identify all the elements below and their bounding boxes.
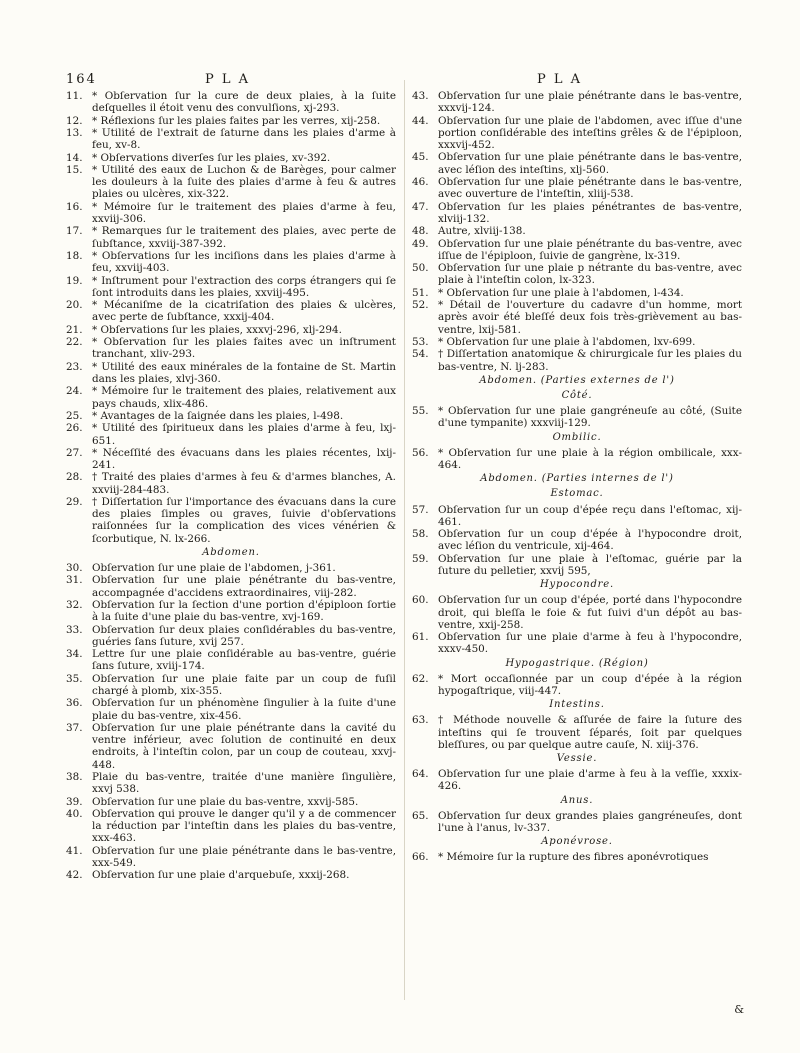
entry-number: 63.: [412, 714, 429, 727]
entry-number: 23.: [66, 360, 83, 373]
index-entry: [66, 796, 396, 808]
index-entry: [412, 225, 742, 237]
section-heading: Aponévrose.: [541, 836, 613, 848]
section-heading: Hypocondre.: [540, 579, 614, 591]
index-entry: [66, 410, 396, 422]
entry-text: † Diſſertation ſur l'importance des évacuans dans la cure des plaies ſimples ou graves, ſuivie d'obſervations raiſonnées ſur la complication des vices vénérien & ſcorbutique, N. lx-266.: [92, 496, 396, 545]
entry-number: 55.: [412, 405, 429, 418]
entry-number: 12.: [66, 114, 83, 127]
entry-text: * Mort occaſionnée par un coup d'épée à la région hypogaſtrique, viij-447.: [438, 672, 742, 697]
entry-text: † Traité des plaies d'armes à feu & d'armes blanches, A. xxviij-284-483.: [92, 471, 396, 496]
index-entry: [66, 250, 396, 274]
entry-text: * Obſervation ſur une plaie à l'abdomen, lxv-699.: [438, 335, 696, 348]
entry-text: † Méthode nouvelle & aſſurée de faire la ſuture des inteſtins qui ſe trouvent ſéparés, ſoit par quelques bleſſures, ou par quelque autre cauſe, N. xiij-376.: [438, 714, 742, 751]
entry-text: * Remarques ſur le traitement des plaies, avec perte de ſubſtance, xxviij-387-392.: [92, 225, 396, 250]
entry-text: Obſervation ſur une plaie de l'abdomen, j-361.: [92, 562, 336, 575]
index-entry: [412, 176, 742, 200]
index-entry: [66, 771, 396, 795]
entry-number: 33.: [66, 623, 83, 636]
index-entry: [66, 869, 396, 881]
index-entry: [412, 405, 742, 429]
entry-text: Obſervation ſur une plaie p nétrante du bas-ventre, avec plaie à l'inteſtin colon, lx-323.: [438, 262, 742, 287]
index-entry: [412, 447, 742, 471]
index-entry: [412, 115, 742, 152]
index-entry: [66, 722, 396, 771]
entry-text: Plaie du bas-ventre, traitée d'une manière ſingulière, xxvj 538.: [92, 771, 396, 796]
entry-text: * Obſervation ſur les plaies faites avec un inſtrument tranchant, xliv-293.: [92, 336, 396, 361]
entry-text: Obſervation ſur une plaie pénétrante dans le bas-ventre, avec léſion des inteſtins, xlj-560.: [438, 151, 742, 176]
entry-text: * Obſervation ſur une plaie gangréneuſe au côté, (Suite d'une tympanite) xxxviij-129.: [438, 405, 742, 430]
entry-text: * Détail de l'ouverture du cadavre d'un homme, mort après avoir été bleſſé deux fois très-grièvement au bas-ventre, lxij-581.: [438, 299, 742, 336]
entry-number: 49.: [412, 237, 429, 250]
index-entry: [66, 324, 396, 336]
entry-number: 42.: [66, 869, 83, 882]
index-entry: [66, 152, 396, 164]
entry-number: 30.: [66, 562, 83, 575]
entry-number: 60.: [412, 594, 429, 607]
entry-text: * Obſervation ſur la cure de deux plaies, à la ſuite deſquelles il étoit venu des convulſions, xj-293.: [92, 90, 396, 115]
right-column: [412, 90, 742, 864]
index-entry: [66, 201, 396, 225]
entry-number: 50.: [412, 262, 429, 275]
entry-text: Obſervation ſur deux plaies conſidérables du bas-ventre, guéries ſans ſuture, xvij 257.: [92, 623, 396, 648]
entry-text: * Réflexions ſur les plaies faites par les verres, xij-258.: [92, 114, 381, 127]
entry-text: Obſervation ſur une plaie d'arquebuſe, xxxij-268.: [92, 869, 350, 882]
entry-number: 51.: [412, 286, 429, 299]
index-entry: [66, 697, 396, 721]
index-entry: [66, 808, 396, 845]
entry-number: 34.: [66, 648, 83, 661]
entry-text: Obſervation ſur une plaie pénétrante du bas-ventre, avec iſſue de l'épiploon, ſuivie de gangrène, lx-319.: [438, 237, 742, 262]
entry-number: 14.: [66, 151, 83, 164]
index-entry: [66, 562, 396, 574]
catchword: &: [734, 1003, 744, 1016]
running-head-left: P L A: [205, 72, 251, 87]
index-entry: [66, 422, 396, 446]
entry-number: 35.: [66, 672, 83, 685]
index-entry: [412, 851, 742, 863]
index-entry: [412, 714, 742, 751]
entry-number: 45.: [412, 151, 429, 164]
entry-text: Obſervation ſur deux grandes plaies gangréneuſes, dont l'une à l'anus, lv-337.: [438, 809, 742, 834]
entry-text: * Mémoire ſur la rupture des fibres aponévrotiques: [438, 851, 709, 864]
index-entry: [412, 348, 742, 372]
entry-text: Obſervation ſur une plaie faite par un coup de fuſil chargé à plomb, xix-355.: [92, 672, 396, 698]
entry-number: 19.: [66, 274, 83, 287]
entry-number: 66.: [412, 851, 429, 864]
index-entry: [66, 471, 396, 495]
entry-number: 20.: [66, 299, 83, 312]
index-entry: [412, 151, 742, 175]
section-heading: Côté.: [561, 389, 593, 401]
index-entry: [412, 768, 742, 792]
entry-number: 61.: [412, 631, 429, 644]
entry-number: 22.: [66, 336, 83, 349]
section-heading: Anus.: [560, 794, 594, 806]
index-entry: [412, 336, 742, 348]
index-entry: [66, 845, 396, 869]
section-heading: Abdomen. (Parties externes de l'): [479, 374, 675, 386]
entry-number: 31.: [66, 574, 83, 587]
running-head-right: P L A: [537, 72, 583, 87]
section-heading: Vessie.: [556, 752, 598, 764]
entry-text: * Utilité des ſpiritueux dans les plaies d'arme à feu, lxj-651.: [92, 422, 396, 447]
entry-text: * Utilité des eaux de Luchon & de Barèges, pour calmer les douleurs à la ſuite des plaies d'arme à feu & autres plaies ou ulcères, xix-322.: [92, 163, 396, 201]
index-entry: [412, 299, 742, 336]
entry-number: 27.: [66, 446, 83, 459]
entry-number: 41.: [66, 844, 83, 857]
left-column: [66, 90, 396, 882]
entry-text: * Obſervations ſur les plaies, xxxvj-296, xlj-294.: [92, 323, 342, 336]
entry-number: 29.: [66, 496, 83, 509]
entry-text: * Mémoire ſur le traitement des plaies, relativement aux pays chauds, xlix-486.: [92, 385, 396, 410]
index-entry: [412, 673, 742, 697]
index-entry: [66, 673, 396, 697]
entry-number: 40.: [66, 808, 83, 821]
entry-number: 21.: [66, 323, 83, 336]
entry-number: 38.: [66, 771, 83, 784]
entry-text: Obſervation ſur une plaie pénétrante dans le bas-ventre, xxx-549.: [92, 844, 396, 870]
entry-number: 64.: [412, 768, 429, 781]
entry-text: * Obſervations diverſes ſur les plaies, xv-392.: [92, 151, 331, 164]
index-entry: [66, 225, 396, 249]
entry-text: * Mécaniſme de la cicatriſation des plaies & ulcères, avec perte de ſubſtance, xxxij-404.: [92, 299, 396, 324]
entry-number: 32.: [66, 599, 83, 612]
entry-number: 65.: [412, 809, 429, 822]
index-entry: [412, 262, 742, 286]
entry-number: 54.: [412, 348, 429, 361]
entry-text: Obſervation ſur une plaie d'arme à feu à l'hypocondre, xxxv-450.: [438, 631, 742, 656]
column-divider: [404, 80, 405, 1000]
entry-text: Obſervation ſur les plaies pénétrantes de bas-ventre, xlviij-132.: [438, 200, 742, 225]
entry-number: 59.: [412, 552, 429, 565]
index-entry: [412, 287, 742, 299]
index-entry: [66, 115, 396, 127]
index-entry: [66, 127, 396, 151]
entry-text: * Utilité des eaux minérales de la fontaine de St. Martin dans les plaies, xlvj-360.: [92, 360, 396, 385]
entry-number: 17.: [66, 225, 83, 238]
entry-number: 11.: [66, 90, 83, 102]
entry-text: Obſervation ſur une plaie de l'abdomen, avec iſſue d'une portion conſidérable des inteſtins grêles & de l'épiploon, xxxvij-452.: [438, 114, 742, 151]
section-heading: Abdomen.: [202, 546, 260, 558]
index-entry: [66, 599, 396, 623]
entry-text: * Mémoire ſur le traitement des plaies d'arme à feu, xxviij-306.: [92, 200, 396, 225]
index-entry: [412, 528, 742, 552]
entry-text: * Obſervation ſur une plaie à la région ombilicale, xxx-464.: [438, 446, 742, 471]
entry-text: Obſervation ſur une plaie d'arme à feu à la veſſie, xxxix-426.: [438, 768, 742, 793]
entry-number: 53.: [412, 335, 429, 348]
entry-text: * Utilité de l'extrait de ſaturne dans les plaies d'arme à feu, xv-8.: [92, 126, 396, 152]
index-entry: [66, 164, 396, 201]
entry-text: Obſervation ſur un coup d'épée reçu dans l'eſtomac, xij-461.: [438, 503, 742, 528]
entry-text: * Avantages de la ſaignée dans les plaies, l-498.: [92, 409, 344, 422]
index-entry: [412, 238, 742, 262]
entry-text: Obſervation ſur une plaie pénétrante dans le bas-ventre, avec ouverture de l'inteſtin, xliij-538.: [438, 175, 742, 201]
entry-text: Obſervation ſur une plaie pénétrante dans la cavité du ventre inférieur, avec ſolution de continuité en deux endroits, à l'inteſtin colon, par un coup de couteau, xxvj-448.: [92, 722, 396, 771]
section-heading: Estomac.: [550, 488, 604, 500]
section-heading: Intestins.: [549, 699, 605, 711]
index-entry: [66, 496, 396, 545]
entry-text: Obſervation ſur une plaie pénétrante du bas-ventre, accompagnée d'accidens extraordinaires, viij-282.: [92, 574, 396, 599]
entry-number: 25.: [66, 409, 83, 422]
entry-text: Obſervation ſur une plaie à l'eſtomac, guérie par la ſuture du pelletier, xxvij 595,: [438, 552, 742, 577]
index-entry: [66, 299, 396, 323]
entry-number: 52.: [412, 299, 429, 312]
entry-text: * Néceſſité des évacuans dans les plaies récentes, lxij-241.: [92, 446, 396, 472]
index-entry: [412, 553, 742, 577]
entry-number: 48.: [412, 225, 429, 238]
index-entry: [412, 631, 742, 655]
index-entry: [66, 336, 396, 360]
entry-number: 58.: [412, 528, 429, 541]
index-entry: [66, 648, 396, 672]
entry-number: 44.: [412, 114, 429, 127]
index-entry: [412, 90, 742, 114]
index-entry: [66, 275, 396, 299]
entry-number: 47.: [412, 200, 429, 213]
entry-number: 56.: [412, 446, 429, 459]
index-entry: [412, 201, 742, 225]
entry-number: 62.: [412, 672, 429, 685]
entry-text: Obſervation ſur un coup d'épée à l'hypocondre droit, avec léſion du ventricule, xij-464.: [438, 528, 742, 553]
entry-number: 13.: [66, 126, 83, 139]
entry-text: Obſervation ſur la ſection d'une portion d'épiploon ſortie à la ſuite d'une plaie du bas-ventre, xvj-169.: [92, 599, 396, 624]
entry-number: 46.: [412, 175, 429, 188]
entry-number: 37.: [66, 722, 83, 735]
section-heading: Abdomen. (Parties internes de l'): [480, 473, 674, 485]
entry-number: 18.: [66, 249, 83, 262]
index-entry: [412, 594, 742, 631]
entry-text: Lettre ſur une plaie conſidérable au bas-ventre, guérie ſans ſuture, xviij-174.: [92, 648, 396, 673]
entry-text: Obſervation ſur une plaie du bas-ventre, xxvij-585.: [92, 795, 359, 808]
index-entry: [66, 90, 396, 114]
entry-number: 16.: [66, 200, 83, 213]
entry-text: Autre, xlviij-138.: [438, 225, 526, 238]
entry-text: † Diſſertation anatomique & chirurgicale ſur les plaies du bas-ventre, N. lj-283.: [438, 348, 742, 373]
entry-text: Obſervation ſur une plaie pénétrante dans le bas-ventre, xxxvij-124.: [438, 90, 742, 115]
index-entry: [412, 504, 742, 528]
entry-number: 43.: [412, 90, 429, 102]
entry-text: Obſervation ſur un phénomène ſingulier à la ſuite d'une plaie du bas-ventre, xix-456.: [92, 697, 396, 722]
entry-number: 15.: [66, 163, 83, 176]
page-number: 164: [66, 72, 97, 87]
section-heading: Hypogastrique. (Région): [505, 657, 649, 669]
entry-text: * Inſtrument pour l'extraction des corps étrangers qui ſe ſont introduits dans les plaies, xxviij-495.: [92, 274, 396, 299]
entry-number: 57.: [412, 503, 429, 516]
entry-number: 24.: [66, 385, 83, 398]
entry-text: Obſervation qui prouve le danger qu'il y a de commencer la réduction par l'inteſtin dans les plaies du bas-ventre, xxx-463.: [92, 808, 396, 845]
index-entry: [66, 385, 396, 409]
section-heading: Ombilic.: [552, 431, 602, 443]
index-entry: [66, 624, 396, 648]
index-entry: [66, 447, 396, 471]
entry-number: 39.: [66, 795, 83, 808]
entry-text: Obſervation ſur un coup d'épée, porté dans l'hypocondre droit, qui bleſſa le foie & fut ſuivi d'un dépôt au bas-ventre, xxij-258.: [438, 594, 742, 631]
index-entry: [412, 810, 742, 834]
entry-text: * Obſervations ſur les inciſions dans les plaies d'arme à feu, xxviij-403.: [92, 249, 396, 275]
entry-number: 28.: [66, 471, 83, 484]
index-entry: [66, 361, 396, 385]
index-entry: [66, 574, 396, 598]
entry-text: * Obſervation ſur une plaie à l'abdomen, l-434.: [438, 286, 684, 299]
entry-number: 36.: [66, 697, 83, 710]
entry-number: 26.: [66, 422, 83, 435]
